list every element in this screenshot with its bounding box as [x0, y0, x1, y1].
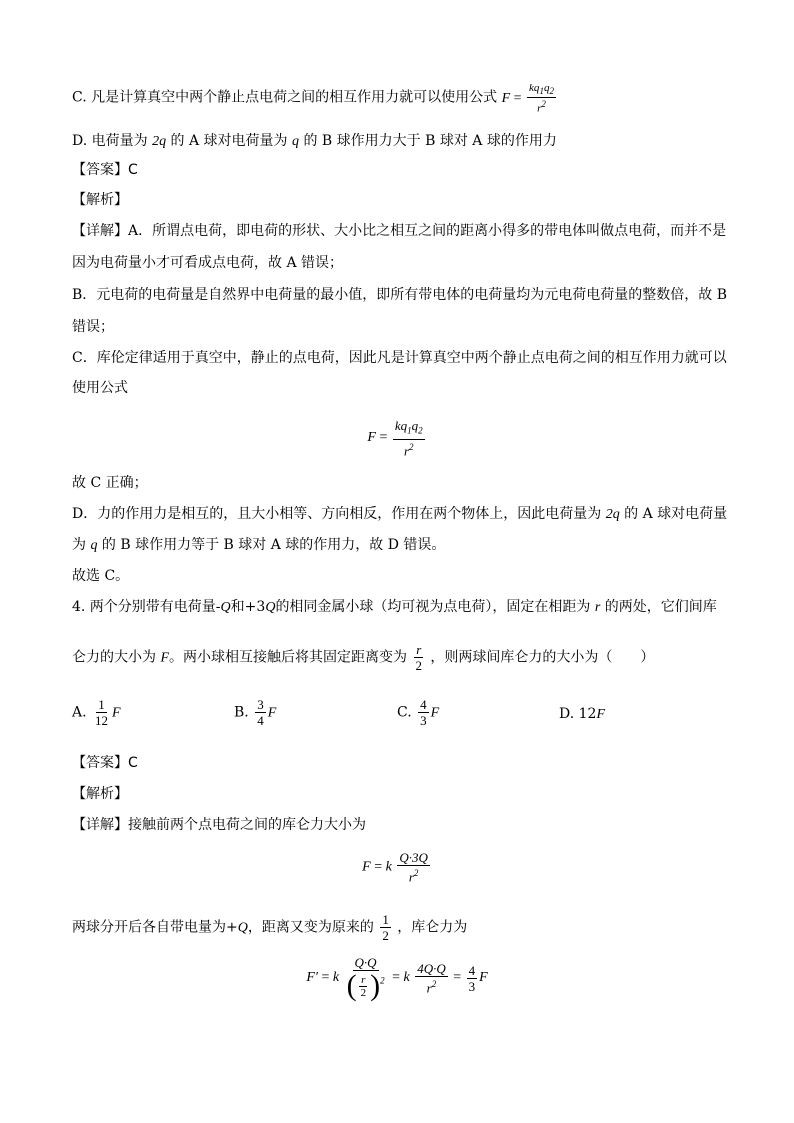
detail-1-line-1: 【详解】A．所谓点电荷，即电荷的形状、大小比之相互之间的距离小得多的带电体叫做点电荷，而并不是 [72, 223, 727, 239]
detail-1-line-4: 错误； [72, 319, 114, 335]
answer-label-1: 【答案】C [72, 162, 138, 178]
analysis-label-2: 【解析】 [72, 786, 128, 802]
choice-c[interactable]: C. $\frac{4}{3}$ F [397, 697, 440, 728]
detail-1-line-3: B．元电荷的电荷量是自然界中电荷量的最小值，即所有带电体的电荷量均为元电荷电荷量的整数倍，故 B [72, 287, 728, 303]
question-4-line-2: 仑力的大小为 F。两小球相互接触后将其固定距离变为 $\frac{r}{2}$ ，则两球间库仑力的大小为（ ） [72, 642, 655, 673]
answer-label-2: 【答案】C [72, 755, 138, 771]
detail-1-line-9: 为 q 的 B 球作用力等于 B 球对 A 球的作用力，故 D 错误。 [72, 537, 446, 553]
detail-2-line-1: 【详解】接触前两个点电荷之间的库仑力大小为 [72, 817, 366, 833]
detail-1-line-7: 故 C 正确； [72, 475, 148, 491]
option-c-statement [72, 82, 558, 115]
analysis-label-1: 【解析】 [72, 192, 128, 208]
question-4-line-1: 4. 两个分别带有电荷量-Q和+3Q的相同金属小球（均可视为点电荷），固定在相距为 r 的两处，它们间库 [72, 599, 717, 615]
coulomb-before-contact-formula: F = k $\frac{Q\cdot 3Q}{r^2}$ [362, 850, 428, 885]
coulomb-formula-display: F = $\frac{kq_1q_2}{r^2}$ [367, 418, 423, 458]
coulomb-formula-inline: F = $\frac{kq_1q_2}{r^2}$ [501, 82, 554, 115]
coulomb-after-contact-formula: F′ = k Q·Q ( $\frac{r}{2}$ )$^2$ = k $\frac{4Q\cdot Q}{r^2}$ = $\frac{4}{3}$ F [306, 955, 488, 1002]
detail-1-line-8: D．力的作用力是相互的，且大小相等、方向相反，作用在两个物体上，因此电荷量为 2q 的 A 球对电荷量 [72, 506, 728, 522]
choice-b[interactable]: B. $\frac{3}{4}$ F [234, 697, 277, 728]
detail-1-line-6: 使用公式 [72, 380, 128, 396]
choice-d[interactable]: D. 12F [559, 706, 606, 722]
option-d-statement: D. 电荷量为 2q 的 A 球对电荷量为 q 的 B 球作用力大于 B 球对 A 球的作用力 [72, 133, 557, 149]
detail-1-line-2: 因为电荷量小才可看成点电荷，故 A 错误； [72, 255, 344, 271]
option-c-text: C. 凡是计算真空中两个静止点电荷之间的相互作用力就可以使用公式 [72, 89, 498, 106]
conclusion-1: 故选 C。 [72, 568, 130, 584]
choice-a[interactable]: A. $\frac{1}{12}$ F [72, 697, 121, 728]
detail-2-line-2: 两球分开后各自带电量为+Q，距离又变为原来的 $\frac{1}{2}$ ，库仑力为 [72, 912, 468, 943]
detail-1-line-5: C．库伦定律适用于真空中，静止的点电荷，因此凡是计算真空中两个静止点电荷之间的相互作用力就可以 [72, 350, 727, 366]
